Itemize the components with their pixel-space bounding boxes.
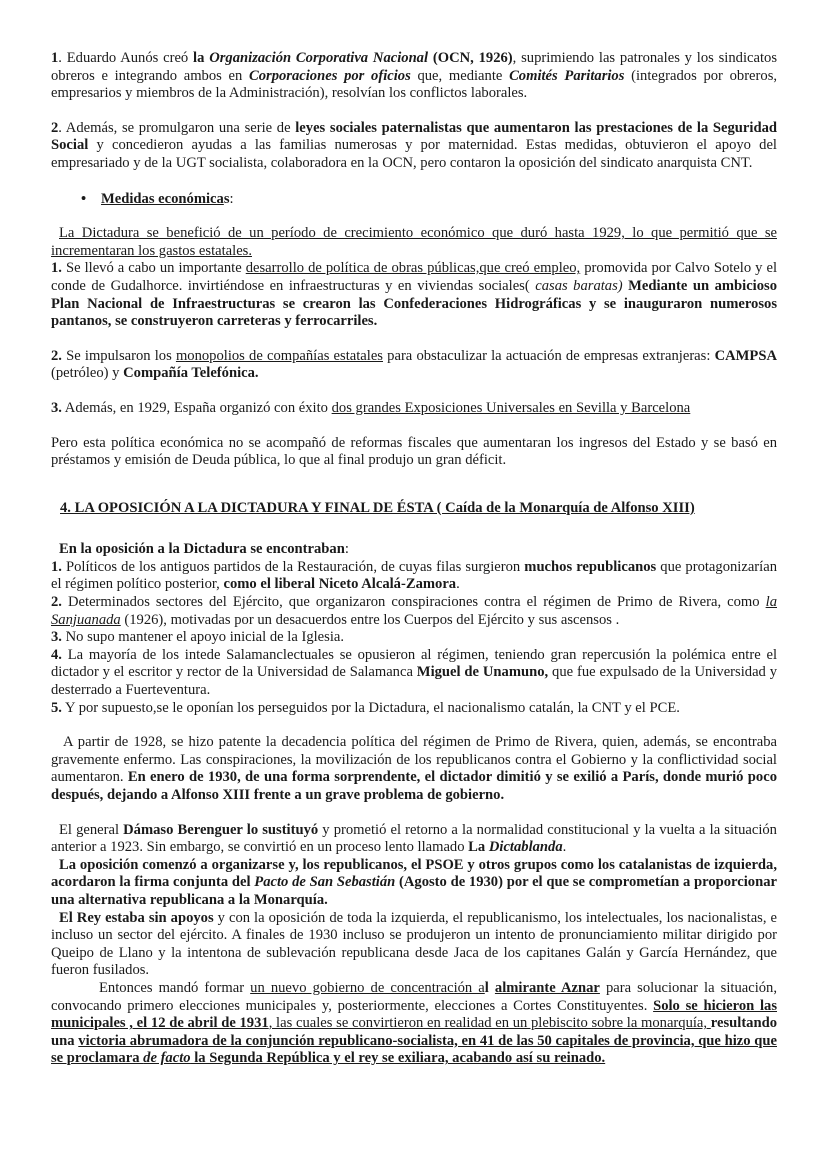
text-run: Entonces mandó formar (99, 979, 251, 996)
paragraph-rey-sin-apoyos (51, 910, 777, 980)
text-run: Dámaso Berenguer lo sustituyó (123, 821, 319, 838)
text-run: resultando una (51, 1015, 778, 1049)
item-number: 4. (51, 646, 62, 663)
item-number: 2. (51, 347, 62, 364)
document-page (51, 50, 777, 1068)
item-number: 3. (51, 629, 62, 646)
text-run: . (456, 576, 460, 593)
text-run: Determinados sectores del Ejército, que organizaron conspiraciones contra el régimen de Primo de Rivera, como (61, 594, 766, 611)
text-run: : (344, 541, 349, 558)
item-number: 1. (51, 260, 62, 277)
text-run: (integrados por obreros, empresarios y miembros de la Administración), resolvían los conflictos laborales. (51, 67, 778, 102)
paragraph-exposiciones (51, 400, 777, 418)
text-run: Miguel de Unamuno, (416, 664, 549, 681)
text-run: . Eduardo Aunós creó (58, 50, 194, 66)
text-run: Se llevó a cabo un importante (61, 260, 246, 277)
list-item (51, 629, 777, 647)
text-run: victoria abrumadora de la conjunción republicano-socialista, en 41 de las 50 capitales de provincia, que hizo que se proclamara (51, 1032, 777, 1067)
text-run: En enero de 1930, de una forma sorprendente, el dictador dimitió y se exilió a París, donde murió poco después, dejando a Alfonso XIII frente a un grave problema de gobierno. (51, 769, 777, 803)
text-run: monopolios de compañías estatales (175, 347, 383, 364)
text-run: y prometió el retorno a la normalidad constitucional y la vuelta a la situación anterior a 1923. Sin embargo, se convirtió en un proceso lento llamado (51, 821, 777, 856)
list-item (51, 594, 777, 629)
paragraph-berenguer (51, 822, 777, 857)
paragraph-leyes-sociales (51, 120, 777, 173)
paragraph-crecimiento: La Dictadura se benefició de un período de crecimiento económico que duró hasta 1929, lo que permitió que se incrementaran los gastos estatales. (51, 225, 777, 259)
text-run: . (562, 839, 567, 856)
text-run: El general (59, 821, 124, 838)
text-run: Compañía Telefónica. (123, 365, 259, 382)
item-number: 1 (51, 50, 59, 66)
text-run: leyes sociales paternalistas que aumentaron las prestaciones de la Seguridad Social (51, 119, 777, 154)
text-run: que, mediante (410, 67, 510, 84)
text-run: como el liberal Niceto Alcalá-Zamora (223, 576, 457, 593)
text-run: La mayoría de los intede Salamanclectuales se opusieron al régimen, teniendo gran repercusión la polémica entre el dictador y el escritor y rector de la Universidad de Salamanca (51, 646, 777, 681)
text-run: y concedieron ayudas a las familias numerosas y por maternidad. Estas medidas, obtuvieron el apoyo del empresariado y de la UGT socialista, colaboradora en la OCN, pero contaron la oposición del sindicato anarquista CNT. (51, 137, 777, 171)
term-ocn: Organización Corporativa Nacional (209, 50, 429, 66)
text-run: casas baratas) (535, 277, 623, 294)
item-number: 1. (51, 558, 62, 575)
item-number: 3. (51, 399, 62, 416)
item-number: 5. (51, 699, 62, 716)
text-run: CAMPSA (714, 347, 778, 364)
text-run: , suprimiendo las patronales y los sindicatos obreros e integrando ambos en (51, 50, 777, 84)
text-run: En la oposición a la Dictadura se encontraban (59, 541, 345, 558)
text-run: que fue expulsado de la Universidad y desterrado a Fuerteventura. (51, 664, 777, 699)
text-run: (OCN, 1926) (428, 50, 513, 66)
paragraph-aznar (51, 980, 777, 1068)
paragraph-deficit: Pero esta política económica no se acompañó de reformas fiscales que aumentaran los ingresos del Estado y se basó en préstamos y emisión de Deuda pública, lo que al final produjo un gran déficit. (51, 434, 777, 469)
list-item (51, 559, 777, 594)
item-number: 2. (51, 594, 62, 611)
text-run: (Agosto de 1930) por el que se comprometían a proporcionar una alternativa republicana a la Monarquía. (51, 874, 777, 908)
term-corporaciones: Corporaciones por oficios (249, 67, 411, 84)
text-run: desarrollo de política de obras públicas,que creó empleo, (245, 260, 581, 277)
text-run: (petróleo) y (51, 365, 124, 382)
text-run: almirante Aznar (494, 979, 600, 996)
paragraph-corporativismo (51, 50, 777, 103)
text-run: muchos republicanos (524, 558, 657, 575)
text-run: A partir de 1928, se hizo patente la decadencia política del régimen de Primo de Rivera, quien, además, se encontraba gravemente enfermo. Las conspiraciones, la movilización de los republicanos contra el Gobierno y la conflictividad social aumentaron. (51, 734, 777, 786)
paragraph-oposicion-intro (51, 541, 777, 559)
text-run: y con la oposición de toda la izquierda, el republicanismo, los intelectuales, los nacionalistas, e incluso un sector del ejército. A finales de 1930 incluso se produjeron un intento de pronunciamiento militar dirigido por Queipo de Llano y la intentona de sublevación republicana desde Jaca de los capitanes Galán y García Hernández, que fueron fusilados. (51, 909, 777, 979)
text-run: la (193, 50, 210, 66)
text-run: de facto (143, 1050, 191, 1067)
text-run: La (468, 839, 489, 856)
text-run: (1926), motivadas por un desacuerdos entre los Cuerpos del Ejército y sus ascensos . (120, 611, 620, 628)
text-run: . Además, se promulgaron una serie de (58, 119, 296, 136)
text-run: : (229, 190, 234, 207)
paragraph-decadencia (51, 734, 777, 804)
text-run: la Sanjuanada (51, 594, 777, 628)
text-run: un nuevo gobierno de concentración a (250, 979, 485, 996)
text-run: dos grandes Exposiciones Universales en Sevilla y Barcelona (331, 399, 691, 416)
text-run: , las cuales se convirtieron en realidad en un plebiscito sobre la monarquía, (268, 1015, 711, 1032)
list-item (51, 700, 777, 718)
text-run: s (223, 190, 230, 207)
text-run: Además, en 1929, España organizó con éxito (61, 399, 332, 416)
text-run: Pacto de San Sebastián (254, 874, 396, 891)
text-run: l (484, 979, 495, 996)
text-run: Se impulsaron los (61, 347, 176, 364)
text-run: para obstaculizar la actuación de empresas extranjeras: (383, 347, 715, 364)
text-run: la Segunda República y el rey se exiliara, acabando así su reinado. (190, 1050, 606, 1067)
section-heading-medidas (81, 191, 777, 209)
text-run: Mediante un ambicioso Plan Nacional de Infraestructuras se crearon las Confederaciones Hidrográficas y se inauguraron numerosos pantanos, se construyeron carreteras y ferrocarriles. (51, 277, 778, 330)
text-run: para solucionar la situación, convocando primero elecciones municipales y, posteriormente, elecciones a Cortes Constituyentes. (51, 979, 777, 1014)
text-run: El Rey estaba sin apoyos (59, 909, 214, 926)
text-run: que protagonizarían el régimen político posterior, (51, 558, 777, 593)
paragraph-pacto (51, 857, 777, 910)
text-run: Políticos de los antiguos partidos de la Restauración, de cuyas filas surgieron (61, 558, 525, 575)
paragraph-obras-publicas (51, 260, 777, 330)
list-item (51, 647, 777, 700)
text-run: La oposición comenzó a organizarse y, los republicanos, el PSOE y otros grupos como los catalanistas de izquierda, acordaron la firma conjunta del (51, 856, 777, 891)
term-comites: Comités Paritarios (509, 67, 625, 84)
text-run: No supo mantener el apoyo inicial de la Iglesia. (61, 629, 345, 646)
text-run: Y por supuesto,se le oponían los perseguidos por la Dictadura, el nacionalismo catalán, la CNT y el PCE. (61, 699, 680, 716)
section-heading-oposicion: 4. LA OPOSICIÓN A LA DICTADURA Y FINAL DE ÉSTA ( Caída de la Monarquía de Alfonso XIII) (60, 499, 695, 516)
text-run: Solo se hicieron las municipales , el 12 de abril de 1931 (51, 997, 778, 1032)
text-run: promovida por Calvo Sotelo y el conde de Gudalhorce. invirtiéndose en infraestructuras y en viviendas sociales( (51, 260, 778, 294)
text-run: Dictablanda (488, 839, 563, 856)
bullet-icon: • (81, 190, 87, 207)
item-number: 2 (51, 119, 59, 136)
paragraph-monopolios (51, 348, 777, 383)
section-title: Medidas económica (101, 190, 224, 207)
